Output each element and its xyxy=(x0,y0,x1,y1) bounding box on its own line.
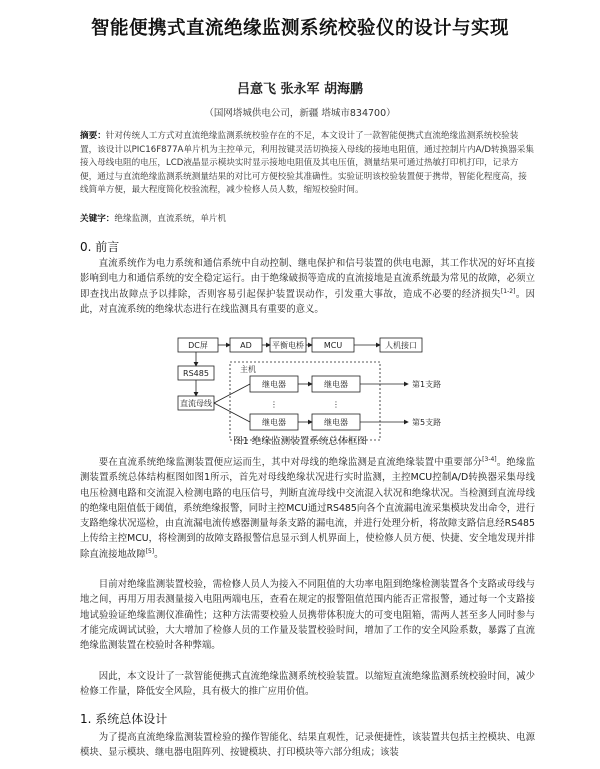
section-0-paragraph-2 xyxy=(80,455,535,562)
label-ad: AD xyxy=(240,341,252,350)
para-1-text-a: 直流系统作为电力系统和通信系统中自动控制、继电保护和信号装置的供电电源，其工作状况的好坏直接影响到电力和通信系统的安全稳定运行。由于绝缘破损等造成的直流接地是直流系统最为常见的故障，必须立即查找出故障点予以排除，否则容易引起保护装置误动作，引发重大事故，造成不必要的经济损失 xyxy=(80,258,535,300)
figure-1-caption: 图1 绝缘监测装置系统总体框图 xyxy=(233,436,367,447)
figure-1-block-diagram xyxy=(170,332,470,446)
keywords-text: 绝缘监测，直流系统，单片机 xyxy=(114,214,227,224)
section-0-heading: 0. 前言 xyxy=(80,240,120,254)
abstract-label: 摘要： xyxy=(80,131,106,141)
keywords-label: 关键字： xyxy=(80,214,115,224)
label-main-host: 主机 xyxy=(240,365,256,374)
para-2-text-a: 要在直流系统绝缘监测装置便应运而生，其中对母线的绝缘监测是直流绝缘装置中重要部分 xyxy=(98,457,483,468)
affiliation: （国网塔城供电公司，新疆 塔城市834700） xyxy=(204,108,396,119)
para-2-text-b: 。绝缘监测装置系统总体结构框图如图1所示，首先对母线绝缘状况进行实时监测，主控MCU控制A/D转换器采集母线电压检测电路和交流混入检测电路的电压信号，判断直流母线中交流混入状况和绝缘状况。当检测到直流母线的绝缘电阻值低于阈值，系统绝缘报警，同时主控MCU通过RS485向各个直流漏电流采集模块发出命令，进行支路绝缘状况巡检，由直流漏电流传感器测量每条支路的漏电流，并进行处理分析，将故障支路信息经RS485上传给主控MCU，将检测到的故障支路报警信息显示到人机界面上，使检修人员方便、快捷、安全地发现并排除直流接地故障 xyxy=(80,457,535,560)
para-2-text-c: 。 xyxy=(154,548,164,560)
label-branch-1: 第1支路 xyxy=(412,380,442,389)
keywords xyxy=(80,212,535,224)
label-relay-b: 继电器 xyxy=(324,380,348,389)
section-1-paragraph-1: 为了提高直流绝缘监测装置检验的操作智能化、结果直观性，记录便捷性，该装置共包括主控模块、电源模块、显示模块、继电器电阻阵列、按键模块、打印模块等六部分组成；该装 xyxy=(80,732,535,759)
label-relay-d: 继电器 xyxy=(324,418,348,427)
label-dots-right: ⋮ xyxy=(332,400,340,409)
label-rs485: RS485 xyxy=(183,369,209,378)
citation: [1-2] xyxy=(500,287,516,295)
abstract-text: 针对传统人工方式对直流绝缘监测系统校验存在的不足，本文设计了一款智能便携式直流绝缘监测系统校验装置，该设计以PIC16F877A单片机为主控单元，利用按键灵活切换接入母线的接地电阻值，通过控制片内A/D转换器采集接入母线电阻的电压，LCD液晶显示模块实时显示接地电阻值及其电压值，测量结果可通过热敏打印机打印，记录方便，通过与直流绝缘监测系统测量结果的对比可方便校验其准确性。实验证明该校验装置便于携带，智能化程度高，接线简单方便，最大程度简化校验流程，减少检修人员人数，缩短校验时间。 xyxy=(80,131,534,196)
section-0-paragraph-4: 因此，本文设计了一款智能便携式直流绝缘监测系统校验装置。以缩短直流绝缘监测系统校验时间，减少检修工作量，降低安全风险，具有极大的推广应用价值。 xyxy=(80,671,535,698)
paper-title: 智能便携式直流绝缘监测系统校验仪的设计与实现 xyxy=(90,18,509,39)
citation: [5] xyxy=(145,547,155,555)
section-0-paragraph-1 xyxy=(80,256,535,317)
section-0-paragraph-3: 目前对绝缘监测装置校验，需检修人员人为接入不同阻值的大功率电阻到绝缘检测装置各个支路或母线与地之间，再用万用表测量接入电阻两端电压，查看在规定的报警阻值范围内能否正常报警，通过每一个支路接地试验验证绝缘监测仪准确性；这种方法需要校验人员携带体积庞大的可变电阻箱，需两人甚至多人同时参与才能完成调试试验，大大增加了检修人员的工作量及装置校验时间，增加了工作的安全风险系数，暴露了直流绝缘监测装置在校验时各种弊端。 xyxy=(80,579,535,652)
label-balance-bridge: 平衡电桥 xyxy=(272,341,304,350)
label-dc-bus: 直流母线 xyxy=(180,399,212,408)
para-1-text-b: 。因此，对直流系统的绝缘状态进行在线监测具有重要的意义。 xyxy=(80,288,535,315)
label-relay-a: 继电器 xyxy=(262,380,286,389)
label-branch-5: 第5支路 xyxy=(412,418,442,427)
authors: 吕意飞 张永军 胡海鹏 xyxy=(236,82,364,97)
label-relay-c: 继电器 xyxy=(262,418,286,427)
section-1-heading: 1. 系统总体设计 xyxy=(80,712,168,726)
label-dc-screen: DC屏 xyxy=(188,341,208,350)
citation: [3-4] xyxy=(482,455,497,463)
label-mcu: MCU xyxy=(323,341,343,350)
abstract xyxy=(80,130,535,198)
label-hmi: 人机接口 xyxy=(385,341,417,350)
label-dots-left: ⋮ xyxy=(270,400,278,409)
